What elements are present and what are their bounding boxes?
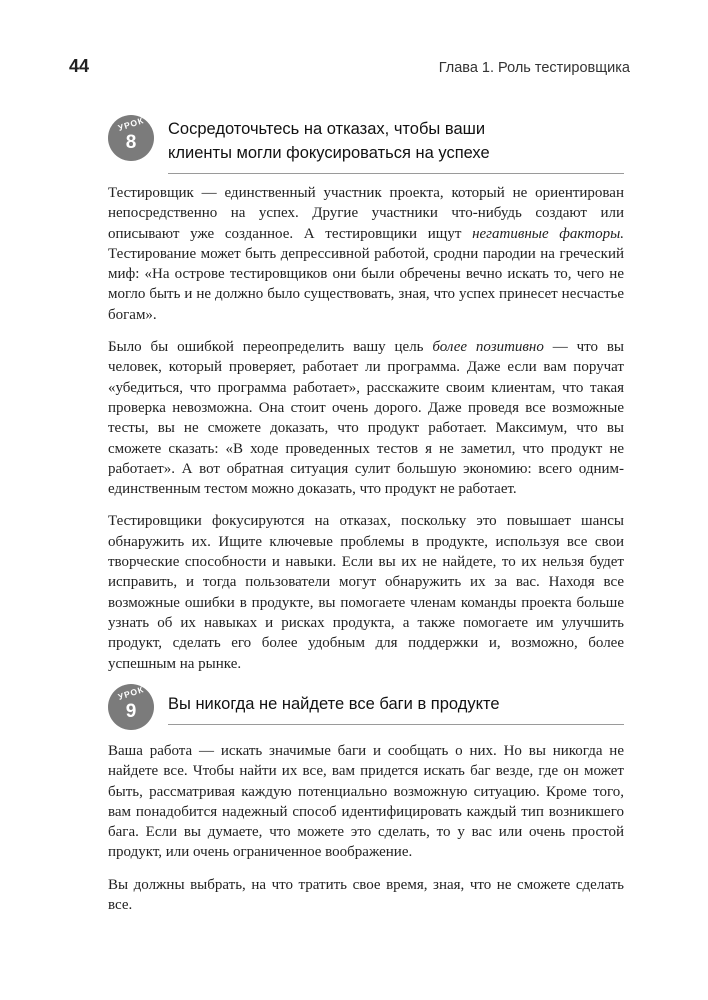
page-number: 44 bbox=[69, 56, 90, 76]
lesson-8-paragraph-2 bbox=[108, 337, 624, 499]
lesson-8-title-line-2: клиенты могли фокусироваться на успехе bbox=[168, 144, 490, 162]
lesson-9-heading bbox=[108, 684, 624, 732]
chapter-title: Глава 1. Роль тестировщика bbox=[438, 60, 630, 76]
paragraph-text: — что вы человек, который проверяет, работает ли программа. Даже если вам поручат «убедиться, что программа работает», расскажите своим клиентам, что такая проверка невозможна. Она стоит очень дорого. Даже проведя все возможные тесты, вы не сможете доказать, что продукт работает. Максимум, что вы сможете сказать: «В ходе проведенных тестов я не заметил, что продукт не работает». А вот обратная ситуация сулит большую экономию: всего одним-единственным тестом можно доказать, что продукт не работает. bbox=[108, 339, 624, 498]
lesson-8-body bbox=[108, 183, 624, 686]
lesson-9-paragraph-2: Вы должны выбрать, на что тратить свое время, зная, что не сможете сделать все. bbox=[108, 876, 624, 914]
lesson-9-title: Вы никогда не найдете все баги в продукте bbox=[168, 692, 624, 725]
badge-number: 8 bbox=[125, 132, 137, 153]
paragraph-emphasis: негативные факторы. bbox=[472, 225, 624, 242]
paragraph-text: Тестировщик — единственный участник проекта, который не ориентирован непосредственно на успех. Другие участники что-нибудь создают или описывают уже созданное. А тестировщики ищут bbox=[108, 185, 624, 242]
lesson-8-badge bbox=[108, 115, 154, 161]
badge-label: УРОК bbox=[116, 684, 146, 702]
paragraph-text: Было бы ошибкой переопределить вашу цель bbox=[108, 339, 433, 356]
badge-label: УРОК bbox=[116, 115, 146, 133]
paragraph-emphasis: более позитивно bbox=[432, 339, 544, 356]
lesson-8-title bbox=[168, 117, 624, 174]
lesson-8-paragraph-1 bbox=[108, 183, 624, 325]
lesson-9-body bbox=[108, 741, 624, 927]
lesson-8-paragraph-3: Тестировщики фокусируются на отказах, поскольку это повышает шансы обнаружить их. Ищите ключевые проблемы в продукте, используя все свои творческие способности и навыки. Если вы их не найдете, то их нельзя будет исправить, и тогда пользователи могут обнаружить их за вас. Находя все возможные ошибки в продукте, вы помогаете членам команды проекта больше узнать об их навыках и рисках продукта, а также помогаете им улучшить продукт, сделать его более удобным для поддержки и, возможно, более успешным на рынке. bbox=[108, 513, 624, 672]
paragraph-text: Тестирование может быть депрессивной работой, сродни пародии на греческий миф: «На острове тестировщиков они были обречены вечно искать то, чего не могло быть и не должно было существовать, зная, что успех принесет несчастье богам». bbox=[108, 245, 624, 323]
lesson-9-badge bbox=[108, 684, 154, 730]
lesson-9-paragraph-1: Ваша работа — искать значимые баги и сообщать о них. Но вы никогда не найдете все. Чтобы найти их все, вам придется искать баг везде, где он может быть, рассматривая каждую потенциально возможную ситуацию. Кроме того, вам понадобится надежный способ идентифицировать каждый тип возникшего бага. Если вы думаете, что можете это сделать, то у вас или очень простой продукт, или очень ограниченное воображение. bbox=[108, 743, 624, 861]
lesson-8-title-line-1: Сосредоточьтесь на отказах, чтобы ваши bbox=[168, 120, 486, 138]
lesson-8-heading bbox=[108, 115, 624, 167]
badge-number: 9 bbox=[125, 701, 137, 722]
